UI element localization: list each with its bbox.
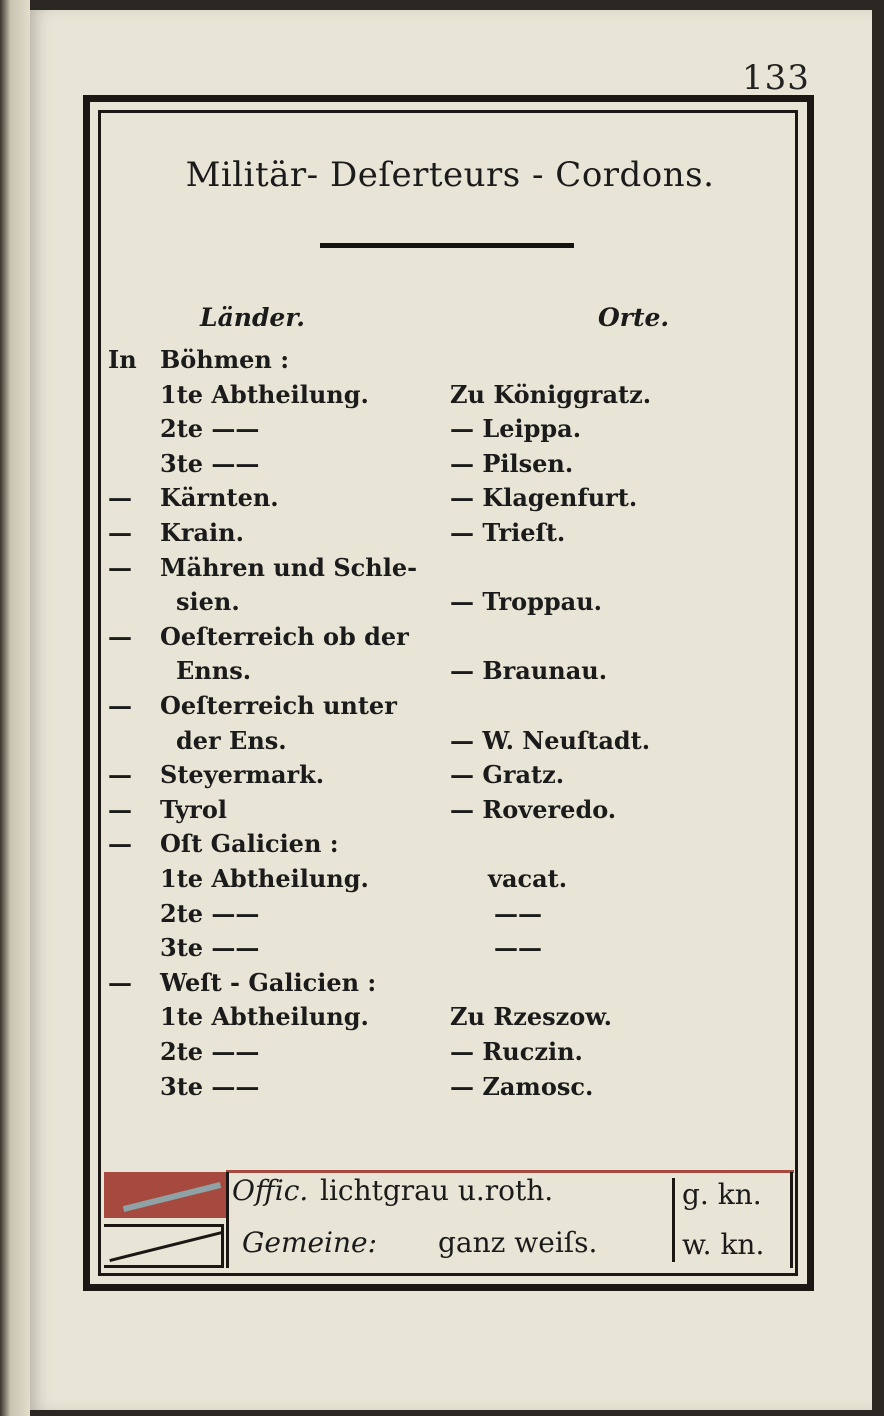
row-land: Krain.: [160, 518, 244, 547]
row-prefix: —: [108, 483, 132, 513]
row-land: 3te ——: [160, 1071, 260, 1101]
table-row: [108, 551, 788, 585]
officer-swatch-stripe: [123, 1182, 221, 1212]
common-swatch-stripe: [109, 1231, 222, 1262]
header-laender: Länder.: [200, 303, 305, 332]
table-row: [108, 1000, 788, 1034]
row-land: Tyrol: [160, 794, 227, 824]
row-ort: — W. Neuſtadt.: [450, 725, 651, 755]
row-land: Oſt Galicien :: [160, 829, 339, 859]
legend-top-line: [226, 1170, 794, 1173]
row-land: Oeſterreich ob der: [160, 621, 409, 651]
row-land: 2te ——: [160, 1037, 260, 1066]
page-title: Militär- Deſerteurs - Cordons.: [185, 155, 715, 195]
row-land: sien.: [176, 587, 240, 617]
legend-officer-label: Offic.: [232, 1174, 309, 1207]
row-prefix: —: [108, 518, 132, 547]
row-land: 2te ——: [160, 414, 260, 444]
legend-separator-3: [790, 1172, 793, 1268]
row-land: Böhmen :: [160, 345, 290, 374]
row-ort: — Zamosc.: [450, 1071, 594, 1101]
table-row: [108, 793, 788, 827]
table-row: [108, 862, 788, 896]
table-row: [108, 897, 788, 931]
book-gutter: [0, 0, 30, 1416]
legend-common-label: Gemeine:: [242, 1226, 378, 1259]
row-land: Steyermark.: [160, 760, 325, 790]
table-row: [108, 412, 788, 446]
row-ort: — Ruczin.: [450, 1037, 583, 1066]
page-number: 133: [742, 58, 810, 98]
legend-separator-1: [226, 1172, 229, 1268]
table-row: [108, 827, 788, 861]
row-ort: — Roveredo.: [450, 794, 617, 824]
row-land: Weſt - Galicien :: [160, 967, 377, 997]
title-rule: [320, 243, 574, 248]
uniform-legend: [100, 1168, 794, 1272]
table-row: [108, 1070, 788, 1104]
table-row: [108, 343, 788, 377]
row-prefix: —: [108, 829, 132, 859]
row-land: 2te ——: [160, 898, 260, 928]
row-land: 1te Abtheilung.: [160, 1002, 369, 1032]
row-land: Oeſterreich unter: [160, 691, 397, 720]
row-land: der Ens.: [176, 725, 287, 755]
table-row: [108, 447, 788, 481]
row-ort: — Leippa.: [450, 414, 582, 444]
table-row: [108, 966, 788, 1000]
table-row: [108, 689, 788, 723]
row-ort: — Gratz.: [450, 760, 565, 790]
legend-officer-buttons: g. kn.: [682, 1178, 762, 1211]
row-prefix: —: [108, 552, 132, 582]
row-land: 3te ——: [160, 933, 260, 963]
row-ort: ——: [494, 898, 542, 928]
legend-common-text: ganz weiſs.: [438, 1226, 598, 1259]
legend-common-buttons: w. kn.: [682, 1228, 765, 1261]
row-ort: vacat.: [488, 864, 568, 893]
table-row: [108, 378, 788, 412]
table-row: [108, 516, 788, 550]
table-row: [108, 724, 788, 758]
row-ort: Zu Rzeszow.: [450, 1002, 612, 1032]
row-prefix: —: [108, 794, 132, 824]
legend-officer-text: lichtgrau u.roth.: [320, 1174, 554, 1207]
row-ort: ——: [494, 933, 542, 963]
table-row: [108, 620, 788, 654]
table-row: [108, 654, 788, 688]
row-ort: — Pilsen.: [450, 448, 574, 478]
row-ort: — Troppau.: [450, 587, 603, 617]
table-row: [108, 931, 788, 965]
row-land: 3te ——: [160, 448, 260, 478]
table-row: [108, 1035, 788, 1069]
row-ort: — Braunau.: [450, 656, 608, 686]
row-prefix: —: [108, 691, 132, 720]
row-land: 1te Abtheilung.: [160, 379, 369, 409]
table-row: [108, 481, 788, 515]
row-prefix: —: [108, 967, 132, 997]
row-land: Enns.: [176, 656, 252, 686]
row-land: Mähren und Schle-: [160, 552, 418, 582]
header-orte: Orte.: [598, 303, 670, 332]
table-row: [108, 758, 788, 792]
officer-uniform-swatch: [104, 1172, 226, 1218]
row-land: 1te Abtheilung.: [160, 864, 369, 893]
legend-separator-2: [672, 1178, 675, 1262]
table-row: [108, 585, 788, 619]
row-prefix: In: [108, 345, 137, 374]
row-ort: — Trieſt.: [450, 518, 566, 547]
row-ort: Zu Königgratz.: [450, 379, 652, 409]
row-land: Kärnten.: [160, 483, 279, 513]
row-ort: — Klagenfurt.: [450, 483, 638, 513]
common-uniform-swatch: [104, 1224, 224, 1268]
row-prefix: —: [108, 621, 132, 651]
row-prefix: —: [108, 760, 132, 790]
